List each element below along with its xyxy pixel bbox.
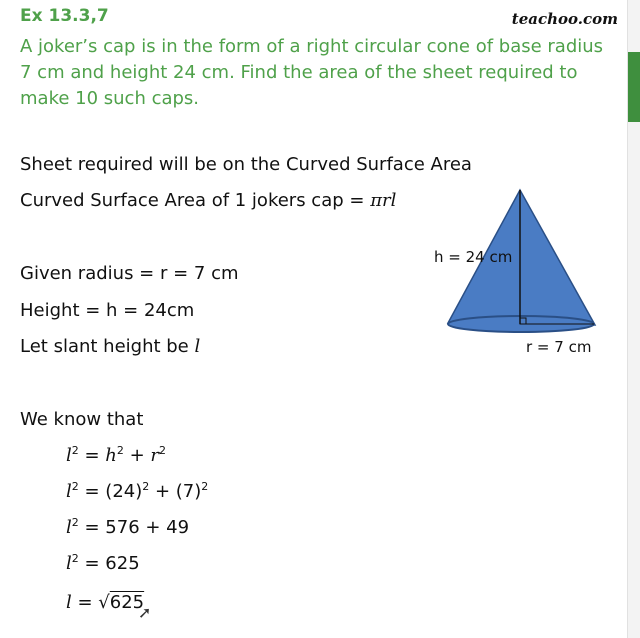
eq3-lhs: l [66, 517, 72, 538]
sqrt-icon: √ [98, 592, 110, 613]
scrollbar-thumb[interactable] [628, 52, 640, 122]
csa-formula: πrl [370, 190, 397, 211]
eq5-lhs: l [66, 592, 72, 613]
eq4-lhs: l [66, 553, 72, 574]
brand-logo: teachoo.com [511, 10, 618, 28]
eq3-rhs: 576 + 49 [105, 517, 190, 538]
eq2-plus: + [149, 481, 176, 502]
given-height: Height = h = 24cm [20, 300, 195, 321]
eq4-equals: = [78, 553, 106, 574]
eq2-equals: = [78, 481, 106, 502]
slant-var: l [194, 336, 201, 357]
cone-figure [430, 180, 620, 370]
exercise-title: Ex 13.3,7 [20, 6, 109, 26]
eq2-exp-lhs: 2 [71, 480, 79, 493]
we-know-that: We know that [20, 409, 144, 430]
eq1-exp-lhs: 2 [71, 444, 79, 457]
eq1-exp-h: 2 [116, 444, 124, 457]
equation-2 [66, 481, 208, 502]
solution-line-1: Sheet required will be on the Curved Surface Area [20, 154, 472, 175]
eq5-equals: = [71, 592, 99, 613]
equation-3 [66, 517, 189, 538]
eq2-term-a: (24) [105, 481, 143, 502]
eq1-r: r [150, 445, 160, 466]
slant-height-line [20, 336, 200, 357]
eq3-exp: 2 [71, 516, 79, 529]
eq2-term-b: (7) [175, 481, 202, 502]
question-text: A joker’s cap is in the form of a right circular cone of base radius 7 cm and height 24 cm. Find the area of the sheet required to make 10 such caps. [20, 36, 604, 109]
equation-5 [66, 592, 144, 613]
eq2-exp-b: 2 [201, 480, 209, 493]
height-label: h = 24 cm [434, 248, 513, 266]
eq1-h: h [105, 445, 117, 466]
slant-text: Let slant height be [20, 336, 195, 357]
cone-diagram [430, 180, 620, 370]
eq1-equals: = [78, 445, 106, 466]
vertical-scrollbar[interactable] [627, 0, 640, 638]
eq1-exp-r: 2 [159, 444, 167, 457]
eq1-lhs: l [66, 445, 72, 466]
eq2-lhs: l [66, 481, 72, 502]
equation-1 [66, 445, 166, 466]
mouse-cursor-icon: ➚ [138, 603, 152, 622]
eq1-plus: + [123, 445, 151, 466]
radius-label: r = 7 cm [526, 338, 592, 356]
equation-4 [66, 553, 140, 574]
eq4-exp: 2 [71, 552, 79, 565]
solution-line-2 [20, 190, 396, 211]
eq3-equals: = [78, 517, 106, 538]
given-radius: Given radius = r = 7 cm [20, 263, 239, 284]
eq2-exp-a: 2 [142, 480, 150, 493]
csa-text: Curved Surface Area of 1 jokers cap = [20, 190, 371, 211]
eq5-radicand: 625 [109, 592, 145, 613]
eq4-rhs: 625 [105, 553, 140, 574]
